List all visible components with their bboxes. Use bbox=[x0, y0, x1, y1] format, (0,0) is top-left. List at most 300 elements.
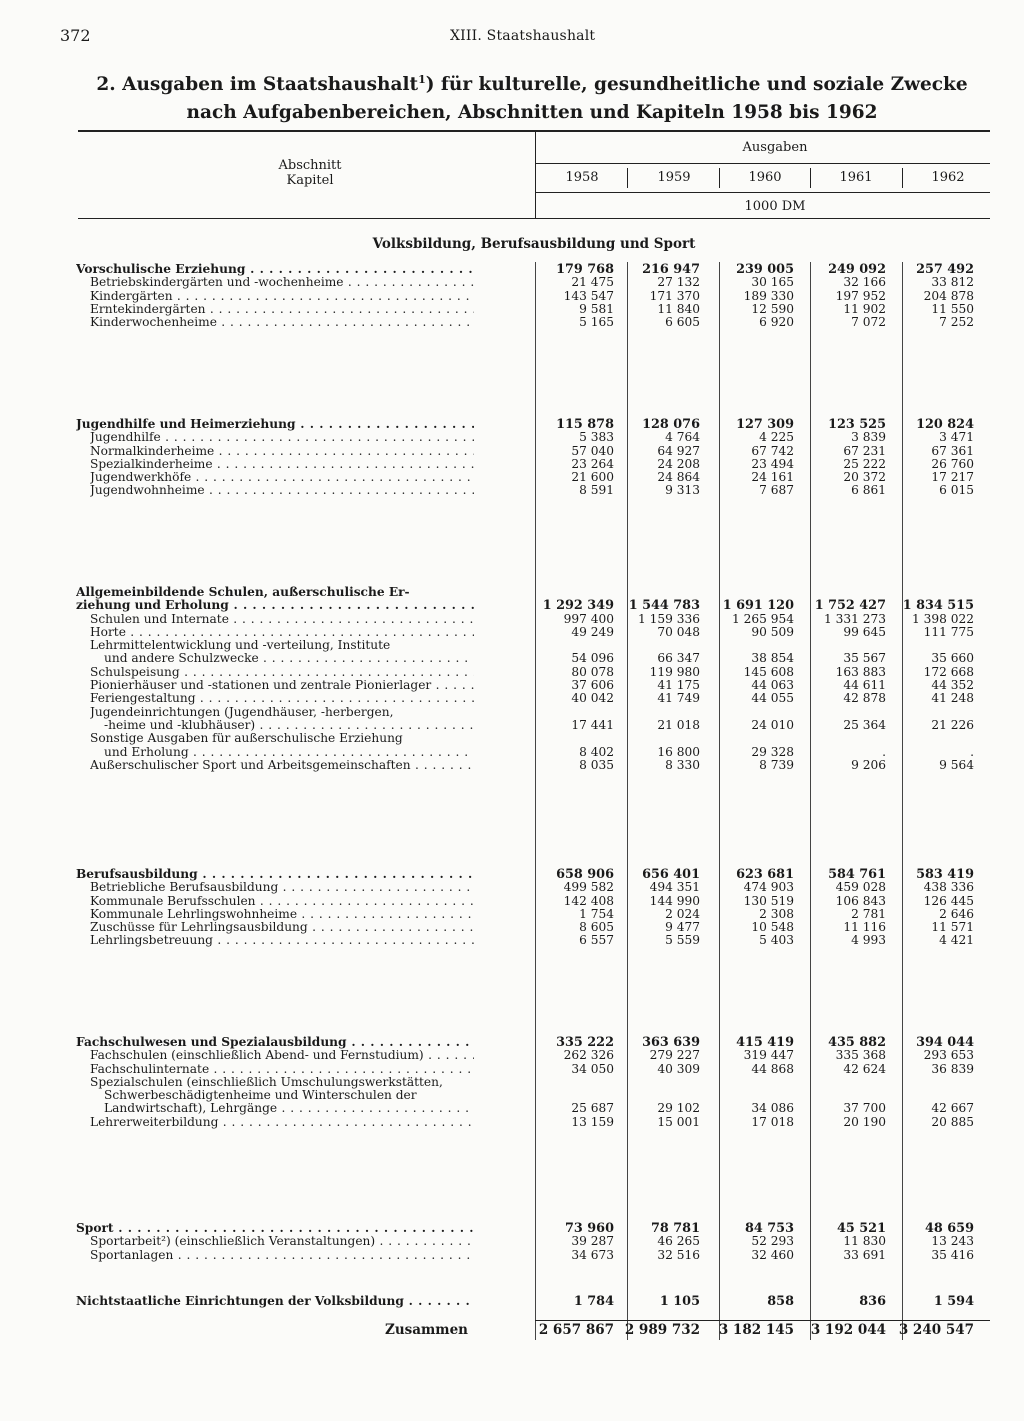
table-row bbox=[0, 1295, 1024, 1308]
row-value: 67 742 bbox=[751, 443, 794, 458]
row-label: Allgemeinbildende Schulen, außerschulische Er- bbox=[76, 586, 410, 599]
table-row bbox=[0, 1049, 1024, 1062]
row-label: Betriebskindergärten und -wochenheime . . . bbox=[90, 276, 474, 289]
row-value: 335 222 bbox=[556, 1035, 614, 1050]
row-label: Lehrlingsbetreuung . . . bbox=[90, 934, 474, 947]
row-value: 17 018 bbox=[751, 1114, 794, 1129]
row-value: 41 749 bbox=[657, 691, 700, 706]
row-value: 1 752 427 bbox=[814, 598, 886, 614]
table-row bbox=[0, 1076, 1024, 1089]
row-value: 5 403 bbox=[759, 933, 794, 948]
row-value: 623 681 bbox=[736, 867, 794, 882]
table-group bbox=[0, 868, 1024, 948]
row-value: 10 548 bbox=[751, 920, 794, 935]
table-row bbox=[0, 868, 1024, 881]
row-value: 1 331 273 bbox=[823, 611, 886, 626]
table-row bbox=[0, 666, 1024, 679]
row-label: und Erholung . . . bbox=[104, 746, 474, 759]
table-row bbox=[0, 431, 1024, 444]
row-value: 23 494 bbox=[751, 456, 794, 471]
table-row bbox=[0, 1116, 1024, 1129]
row-value: 1 834 515 bbox=[902, 598, 974, 614]
total-row bbox=[0, 1322, 1024, 1338]
table-row bbox=[0, 290, 1024, 303]
row-value: 7 252 bbox=[939, 315, 974, 330]
title-part-a: 2. Ausgaben im Staatshaushalt bbox=[96, 74, 419, 96]
row-value: 1 784 bbox=[573, 1294, 614, 1309]
table-row bbox=[0, 626, 1024, 639]
row-value: 30 165 bbox=[751, 275, 794, 290]
row-value: 66 347 bbox=[657, 651, 700, 666]
row-value: 216 947 bbox=[642, 262, 700, 277]
row-value: 27 132 bbox=[657, 275, 700, 290]
row-value: 41 248 bbox=[931, 691, 974, 706]
row-value: 11 840 bbox=[657, 301, 700, 316]
row-value: 179 768 bbox=[556, 262, 614, 277]
row-label: und andere Schulzwecke . . . bbox=[104, 652, 474, 665]
row-value: 127 309 bbox=[736, 417, 794, 432]
title-part-b: ) für kulturelle, gesundheitliche und soziale Zwecke bbox=[425, 74, 968, 96]
row-label: Kommunale Lehrlingswohnheime . . . bbox=[90, 908, 474, 921]
row-value: 4 993 bbox=[851, 933, 886, 948]
row-value: 36 839 bbox=[931, 1061, 974, 1076]
page-number: 372 bbox=[60, 26, 91, 45]
row-value: 115 878 bbox=[556, 417, 614, 432]
row-value: 90 509 bbox=[751, 624, 794, 639]
row-value: 584 761 bbox=[828, 867, 886, 882]
row-value: 32 516 bbox=[657, 1247, 700, 1262]
row-value: 239 005 bbox=[736, 262, 794, 277]
row-value: 21 226 bbox=[931, 717, 974, 732]
row-value: 99 645 bbox=[843, 624, 886, 639]
row-label: Betriebliche Berufsausbildung . . . bbox=[90, 881, 474, 894]
row-value: 1 691 120 bbox=[722, 598, 794, 614]
row-value: 499 582 bbox=[563, 880, 614, 895]
row-value: 858 bbox=[767, 1294, 794, 1309]
row-value: 11 830 bbox=[843, 1234, 886, 1249]
table-row bbox=[0, 445, 1024, 458]
row-label: Zuschüsse für Lehrlingsausbildung . . . bbox=[90, 921, 474, 934]
row-value: 335 368 bbox=[835, 1048, 886, 1063]
row-value: 6 605 bbox=[665, 315, 700, 330]
row-label: Schwerbeschädigtenheime und Winterschulen der bbox=[104, 1089, 417, 1103]
row-value: 363 639 bbox=[642, 1035, 700, 1050]
table-row bbox=[0, 484, 1024, 497]
row-value: 1 594 bbox=[933, 1294, 974, 1309]
table-row bbox=[0, 1089, 1024, 1102]
table-group bbox=[0, 263, 1024, 329]
row-value: 13 159 bbox=[571, 1114, 614, 1129]
row-value: 106 843 bbox=[835, 893, 886, 908]
row-value: 67 231 bbox=[843, 443, 886, 458]
title-line-1 bbox=[60, 66, 1004, 99]
row-label: Jugendhilfe und Heimerziehung . . . bbox=[76, 418, 474, 431]
row-value: 9 477 bbox=[665, 920, 700, 935]
row-label: Kommunale Berufsschulen . . . bbox=[90, 895, 474, 908]
title-line-2: nach Aufgabenbereichen, Abschnitten und Kapiteln 1958 bis 1962 bbox=[186, 102, 878, 124]
table-row bbox=[0, 418, 1024, 431]
row-value: . bbox=[882, 744, 886, 759]
row-value: 1 292 349 bbox=[542, 598, 614, 614]
row-value: 44 868 bbox=[751, 1061, 794, 1076]
row-value: 4 225 bbox=[759, 430, 794, 445]
row-value: 6 557 bbox=[579, 933, 614, 948]
row-value: 4 421 bbox=[939, 933, 974, 948]
table-row bbox=[0, 1036, 1024, 1049]
row-value: 64 927 bbox=[657, 443, 700, 458]
row-value: 24 161 bbox=[751, 470, 794, 485]
row-label: Sonstige Ausgaben für außerschulische Erziehung bbox=[90, 732, 403, 746]
row-value: 37 606 bbox=[571, 678, 614, 693]
row-value: 29 328 bbox=[751, 744, 794, 759]
row-value: 70 048 bbox=[657, 624, 700, 639]
row-value: 32 460 bbox=[751, 1247, 794, 1262]
table-row bbox=[0, 934, 1024, 947]
total-value-1958: 2 657 867 bbox=[538, 1322, 614, 1338]
row-value: 435 882 bbox=[828, 1035, 886, 1050]
row-value: 32 166 bbox=[843, 275, 886, 290]
row-header-abschnitt: Abschnitt bbox=[278, 158, 342, 173]
row-label: Fachschulinternate . . . bbox=[90, 1063, 474, 1076]
row-value: 143 547 bbox=[563, 288, 614, 303]
row-value: 20 190 bbox=[843, 1114, 886, 1129]
table-row bbox=[0, 458, 1024, 471]
row-label: Spezialkinderheime . . . bbox=[90, 458, 474, 471]
row-value: 836 bbox=[859, 1294, 886, 1309]
row-value: 46 265 bbox=[657, 1234, 700, 1249]
row-value: 25 364 bbox=[843, 717, 886, 732]
row-value: 39 287 bbox=[571, 1234, 614, 1249]
row-value: 34 050 bbox=[571, 1061, 614, 1076]
table-row bbox=[0, 471, 1024, 484]
table-row bbox=[0, 881, 1024, 894]
row-value: 33 812 bbox=[931, 275, 974, 290]
row-label: Sport . . . bbox=[76, 1222, 474, 1235]
year-header-1959: 1959 bbox=[657, 170, 691, 185]
row-value: 394 044 bbox=[916, 1035, 974, 1050]
row-value: 29 102 bbox=[657, 1101, 700, 1116]
row-value: 11 550 bbox=[931, 301, 974, 316]
row-value: 2 646 bbox=[939, 906, 974, 921]
row-value: 123 525 bbox=[828, 417, 886, 432]
row-value: 128 076 bbox=[642, 417, 700, 432]
row-value: 11 902 bbox=[843, 301, 886, 316]
row-value: 20 885 bbox=[931, 1114, 974, 1129]
row-value: 279 227 bbox=[649, 1048, 700, 1063]
row-value: 494 351 bbox=[649, 880, 700, 895]
row-value: 8 035 bbox=[579, 757, 614, 772]
row-value: 40 042 bbox=[571, 691, 614, 706]
total-value-1960: 3 182 145 bbox=[718, 1322, 794, 1338]
row-value: 5 559 bbox=[665, 933, 700, 948]
row-value: 9 313 bbox=[665, 483, 700, 498]
row-value: 2 024 bbox=[665, 906, 700, 921]
table-group bbox=[0, 1036, 1024, 1129]
row-label: Jugendeinrichtungen (Jugendhäuser, -herbergen, bbox=[90, 705, 394, 719]
row-value: 6 920 bbox=[759, 315, 794, 330]
row-label: Außerschulischer Sport und Arbeitsgemeinschaften . . . bbox=[90, 759, 474, 772]
row-value: 1 544 783 bbox=[628, 598, 700, 614]
row-value: 2 308 bbox=[759, 906, 794, 921]
row-value: 163 883 bbox=[835, 664, 886, 679]
row-value: 44 055 bbox=[751, 691, 794, 706]
row-value: 8 739 bbox=[759, 757, 794, 772]
row-label: Kinderwochenheime . . . bbox=[90, 316, 474, 329]
row-value: 24 864 bbox=[657, 470, 700, 485]
row-value: 23 264 bbox=[571, 456, 614, 471]
row-value: 111 775 bbox=[923, 624, 974, 639]
row-label: Jugendhilfe . . . bbox=[90, 431, 474, 444]
total-label: Zusammen bbox=[385, 1322, 468, 1338]
table-row bbox=[0, 276, 1024, 289]
row-value: 57 040 bbox=[571, 443, 614, 458]
row-value: 1 159 336 bbox=[637, 611, 700, 626]
row-value: 35 567 bbox=[843, 651, 886, 666]
row-value: 1 398 022 bbox=[911, 611, 974, 626]
running-head: XIII. Staatshaushalt bbox=[450, 28, 596, 44]
header-bottom-rule bbox=[78, 218, 990, 219]
row-value: 34 673 bbox=[571, 1247, 614, 1262]
row-value: 204 878 bbox=[923, 288, 974, 303]
row-value: 197 952 bbox=[835, 288, 886, 303]
row-value: 25 687 bbox=[571, 1101, 614, 1116]
row-value: 35 660 bbox=[931, 651, 974, 666]
table-row bbox=[0, 316, 1024, 329]
ausgaben-underline bbox=[535, 163, 990, 164]
row-value: 474 903 bbox=[743, 880, 794, 895]
row-value: 73 960 bbox=[565, 1221, 614, 1236]
row-value: 3 471 bbox=[939, 430, 974, 445]
row-value: 48 659 bbox=[925, 1221, 974, 1236]
row-value: 45 521 bbox=[837, 1221, 886, 1236]
unit-header: 1000 DM bbox=[744, 199, 806, 214]
row-value: 656 401 bbox=[642, 867, 700, 882]
total-value-1961: 3 192 044 bbox=[810, 1322, 886, 1338]
row-value: 319 447 bbox=[743, 1048, 794, 1063]
row-value: 37 700 bbox=[843, 1101, 886, 1116]
row-value: 52 293 bbox=[751, 1234, 794, 1249]
header-top-rule bbox=[78, 130, 990, 132]
row-value: 80 078 bbox=[571, 664, 614, 679]
row-label: Schulspeisung . . . bbox=[90, 666, 474, 679]
row-value: 21 475 bbox=[571, 275, 614, 290]
row-value: 40 309 bbox=[657, 1061, 700, 1076]
row-value: 16 800 bbox=[657, 744, 700, 759]
table-row bbox=[0, 921, 1024, 934]
row-value: 7 072 bbox=[851, 315, 886, 330]
table-row bbox=[0, 719, 1024, 732]
year-header-1958: 1958 bbox=[565, 170, 599, 185]
table-title bbox=[60, 66, 1004, 127]
row-value: 35 416 bbox=[931, 1247, 974, 1262]
row-value: 189 330 bbox=[743, 288, 794, 303]
row-value: 21 018 bbox=[657, 717, 700, 732]
row-value: 262 326 bbox=[563, 1048, 614, 1063]
row-value: 459 028 bbox=[835, 880, 886, 895]
row-value: 42 667 bbox=[931, 1101, 974, 1116]
table-row bbox=[0, 1063, 1024, 1076]
table-row bbox=[0, 1235, 1024, 1248]
table-row bbox=[0, 599, 1024, 612]
ausgaben-header: Ausgaben bbox=[742, 140, 808, 155]
row-value: 1 754 bbox=[579, 906, 614, 921]
row-value: 142 408 bbox=[563, 893, 614, 908]
row-value: 26 760 bbox=[931, 456, 974, 471]
table-row bbox=[0, 895, 1024, 908]
row-value: 17 441 bbox=[571, 717, 614, 732]
table-row bbox=[0, 263, 1024, 276]
table-row bbox=[0, 746, 1024, 759]
row-label: Vorschulische Erziehung . . . bbox=[76, 263, 474, 276]
row-value: 38 854 bbox=[751, 651, 794, 666]
row-value: 415 419 bbox=[736, 1035, 794, 1050]
row-value: 8 591 bbox=[579, 483, 614, 498]
row-label: Sportanlagen . . . bbox=[90, 1249, 474, 1262]
row-value: 34 086 bbox=[751, 1101, 794, 1116]
row-label: Schulen und Internate . . . bbox=[90, 613, 474, 626]
row-value: 42 624 bbox=[843, 1061, 886, 1076]
row-label: Lehrmittelentwicklung und -verteilung, Institute bbox=[90, 639, 391, 653]
row-label: Sportarbeit²) (einschließlich Veranstaltungen) . . . bbox=[90, 1235, 474, 1248]
row-label: Pionierhäuser und -stationen und zentrale Pionierlager . . . bbox=[90, 679, 474, 692]
row-value: 126 445 bbox=[923, 893, 974, 908]
section-heading: Volksbildung, Berufsausbildung und Sport bbox=[372, 236, 696, 252]
row-value: 6 015 bbox=[939, 483, 974, 498]
row-value: 2 781 bbox=[851, 906, 886, 921]
year-header-1961: 1961 bbox=[839, 170, 873, 185]
row-value: 84 753 bbox=[745, 1221, 794, 1236]
row-value: 21 600 bbox=[571, 470, 614, 485]
table-row bbox=[0, 586, 1024, 599]
row-value: 44 063 bbox=[751, 678, 794, 693]
row-value: 8 605 bbox=[579, 920, 614, 935]
row-value: 41 175 bbox=[657, 678, 700, 693]
row-value: 8 402 bbox=[579, 744, 614, 759]
table-group bbox=[0, 1295, 1024, 1308]
row-value: 3 839 bbox=[851, 430, 886, 445]
row-value: 12 590 bbox=[751, 301, 794, 316]
row-value: 44 611 bbox=[843, 678, 886, 693]
row-label: Jugendwerkhöfe . . . bbox=[90, 471, 474, 484]
row-value: 438 336 bbox=[923, 880, 974, 895]
table-row bbox=[0, 639, 1024, 652]
row-value: 11 571 bbox=[931, 920, 974, 935]
row-value: 583 419 bbox=[916, 867, 974, 882]
row-label: Horte . . . bbox=[90, 626, 474, 639]
row-value: 119 980 bbox=[649, 664, 700, 679]
row-value: 171 370 bbox=[649, 288, 700, 303]
row-header-label bbox=[230, 158, 390, 188]
title-footnote-marker: 1 bbox=[418, 73, 426, 86]
row-value: 4 764 bbox=[665, 430, 700, 445]
table-group bbox=[0, 586, 1024, 772]
table-row bbox=[0, 908, 1024, 921]
table-row bbox=[0, 1249, 1024, 1262]
year-header-1960: 1960 bbox=[748, 170, 782, 185]
row-value: . bbox=[970, 744, 974, 759]
row-label: ziehung und Erholung . . . bbox=[76, 599, 474, 612]
row-value: 54 096 bbox=[571, 651, 614, 666]
row-value: 257 492 bbox=[916, 262, 974, 277]
row-value: 5 383 bbox=[579, 430, 614, 445]
row-value: 145 608 bbox=[743, 664, 794, 679]
row-value: 33 691 bbox=[843, 1247, 886, 1262]
row-value: 8 330 bbox=[665, 757, 700, 772]
row-label: Nichtstaatliche Einrichtungen der Volksbildung . . . bbox=[76, 1295, 474, 1308]
row-label: Lehrerweiterbildung . . . bbox=[90, 1116, 474, 1129]
row-label: -heime und -klubhäuser) . . . bbox=[104, 719, 474, 732]
row-value: 78 781 bbox=[651, 1221, 700, 1236]
row-value: 1 105 bbox=[659, 1294, 700, 1309]
row-value: 172 668 bbox=[923, 664, 974, 679]
row-label: Landwirtschaft), Lehrgänge . . . bbox=[104, 1102, 474, 1115]
total-top-rule bbox=[535, 1320, 990, 1321]
row-value: 120 824 bbox=[916, 417, 974, 432]
row-label: Kindergärten . . . bbox=[90, 290, 474, 303]
total-value-1962: 3 240 547 bbox=[898, 1322, 974, 1338]
row-value: 11 116 bbox=[843, 920, 886, 935]
table-row bbox=[0, 1102, 1024, 1115]
table-row bbox=[0, 303, 1024, 316]
row-label: Fachschulwesen und Spezialausbildung . . . bbox=[76, 1036, 474, 1049]
row-value: 24 010 bbox=[751, 717, 794, 732]
row-value: 9 206 bbox=[851, 757, 886, 772]
row-label: Jugendwohnheime . . . bbox=[90, 484, 474, 497]
table-row bbox=[0, 679, 1024, 692]
row-value: 997 400 bbox=[563, 611, 614, 626]
row-value: 42 878 bbox=[843, 691, 886, 706]
row-value: 13 243 bbox=[931, 1234, 974, 1249]
year-separator-1 bbox=[627, 168, 628, 188]
row-header-kapitel: Kapitel bbox=[286, 173, 334, 188]
table-row bbox=[0, 652, 1024, 665]
row-value: 20 372 bbox=[843, 470, 886, 485]
row-value: 17 217 bbox=[931, 470, 974, 485]
row-value: 1 265 954 bbox=[731, 611, 794, 626]
row-value: 49 249 bbox=[571, 624, 614, 639]
header-vertical-rule bbox=[535, 132, 536, 218]
row-value: 249 092 bbox=[828, 262, 886, 277]
row-label: Berufsausbildung . . . bbox=[76, 868, 474, 881]
row-label: Fachschulen (einschließlich Abend- und Fernstudium) . . . bbox=[90, 1049, 474, 1062]
row-value: 6 861 bbox=[851, 483, 886, 498]
row-value: 25 222 bbox=[843, 456, 886, 471]
row-label: Erntekindergärten . . . bbox=[90, 303, 474, 316]
total-value-1959: 2 989 732 bbox=[624, 1322, 700, 1338]
row-value: 67 361 bbox=[931, 443, 974, 458]
row-value: 658 906 bbox=[556, 867, 614, 882]
table-row bbox=[0, 732, 1024, 745]
row-value: 9 581 bbox=[579, 301, 614, 316]
table-row bbox=[0, 1222, 1024, 1235]
row-value: 7 687 bbox=[759, 483, 794, 498]
year-header-1962: 1962 bbox=[931, 170, 965, 185]
table-row bbox=[0, 706, 1024, 719]
table-group bbox=[0, 1222, 1024, 1262]
row-value: 15 001 bbox=[657, 1114, 700, 1129]
row-label: Spezialschulen (einschließlich Umschulungswerkstätten, bbox=[90, 1075, 443, 1089]
table-group bbox=[0, 418, 1024, 498]
years-underline bbox=[535, 192, 990, 193]
row-value: 44 352 bbox=[931, 678, 974, 693]
row-label: Normalkinderheime . . . bbox=[90, 445, 474, 458]
table-row bbox=[0, 613, 1024, 626]
row-value: 9 564 bbox=[939, 757, 974, 772]
table-row bbox=[0, 692, 1024, 705]
row-value: 130 519 bbox=[743, 893, 794, 908]
row-value: 24 208 bbox=[657, 456, 700, 471]
table-row bbox=[0, 759, 1024, 772]
